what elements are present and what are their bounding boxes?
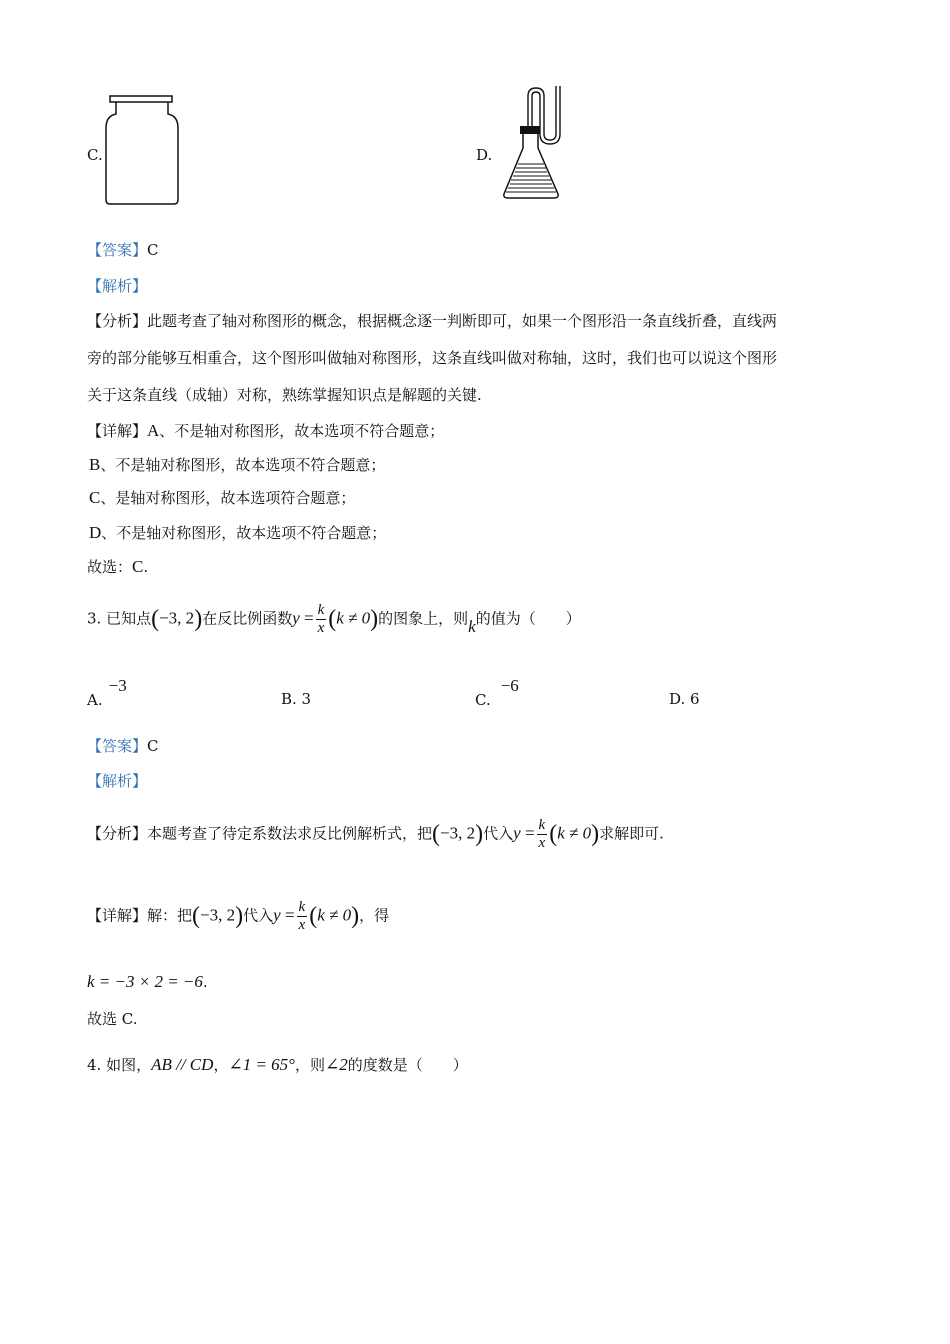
jar-figure [100,92,184,210]
flask-figure [498,82,582,204]
q3-eq: = [284,905,295,925]
q2-detail-letter: A [147,421,160,440]
q3-calc-end: . [202,973,208,991]
q3-frac-den: x [538,835,546,851]
q2-analysis-tag: 【解析】 [87,277,148,295]
q3-k: k [468,616,476,636]
q2-detail-text: 、不是轴对称图形，故本选项不符合题意； [100,456,386,474]
q3-eq: = [524,823,535,843]
q3-point: −3, 2 [200,905,236,925]
q2-fenxi-line1 [87,312,777,330]
q4-angle1: ∠1 = 65° [228,1055,295,1074]
q2-detail-line-b [89,455,385,475]
q2-choose-prefix: 故选： [87,558,133,576]
q3-end: 的值为（ ） [475,609,581,628]
q2-answer-value: C [147,241,159,259]
q4-end: 的度数是（ ） [347,1056,468,1074]
q3-stem: 3. 已知点(−3, 2)在反比例函数y = $\frac{k}{x}$ (k ≠ 0)的图象上，则k的值为（ ） [87,602,581,636]
q3-detail-line: 【详解】解：把(−3, 2)代入y = $\frac{k}{x}$ (k ≠ 0)，得 [87,899,390,933]
q3-func-y: y [273,905,281,925]
q3-calc: k = −3 × 2 = −6 [87,972,203,991]
q4-parallel: AB // CD [151,1055,214,1074]
q3-calc-line [87,972,208,992]
q3-frac-den: x [317,620,325,636]
q3-option-value: −6 [500,676,519,695]
q3-option-b: B. 3 [281,690,312,708]
q2-detail-text: 、不是轴对称图形，故本选项不符合题意； [101,524,387,542]
q2-detail-letter: B [89,455,101,474]
q3-point: −3, 2 [440,823,476,843]
q2-detail-letter: C [89,488,101,507]
q2-fenxi-tag: 【分析】 [87,312,148,330]
q3-answer-value: C [147,737,159,755]
q2-detail-text: 、不是轴对称图形，故本选项不符合题意； [159,422,445,440]
q2-detail-line-d [89,523,386,543]
q3-detail-end: ，得 [359,906,390,925]
option-c-label: C. [87,146,103,164]
q4-angle2: ∠2 [324,1055,348,1074]
q3-func-y: y [513,823,521,843]
q3-daijin: 代入 [483,824,514,843]
q3-eq: = [304,608,314,628]
q3-fenxi-text: 本题考查了待定系数法求反比例解析式，把 [147,824,433,843]
q3-fenxi-tag: 【分析】 [87,824,148,843]
q3-choose: 故选 C. [87,1010,138,1028]
q3-cond: k ≠ 0 [557,823,592,843]
q2-detail-letter: D [89,523,102,542]
q2-answer-line [87,241,159,259]
q3-func-y: y [292,608,300,628]
q3-analysis-tag: 【解析】 [87,772,148,790]
q2-fenxi-text1: 此题考查了轴对称图形的概念，根据概念逐一判断即可，如果一个图形沿一条直线折叠，直线两 [147,312,778,330]
q4-number: 4. 如图， [87,1056,152,1074]
q3-daijin: 代入 [243,906,274,925]
q3-point: −3, 2 [159,608,195,628]
q3-frac-num: k [317,602,325,618]
q3-mid2: 的图象上，则 [378,609,469,628]
q4-mid: ，则 [294,1056,325,1074]
q3-option-c [475,676,519,710]
q3-answer-line [87,737,159,755]
q2-detail-text: 、是轴对称图形，故本选项符合题意； [100,489,356,507]
q2-fenxi-line2: 旁的部分能够互相重合，这个图形叫做轴对称图形，这条直线叫做对称轴，这时，我们也可以说这个图形 [87,349,778,367]
q3-number: 3. 已知点 [87,609,152,628]
q2-detail-tag: 【详解】 [87,422,148,440]
q4-stem [87,1055,468,1075]
q3-frac-num: k [298,899,306,915]
q2-detail-line-c [89,488,355,508]
q2-choose-suffix: . [143,558,149,576]
q3-cond: k ≠ 0 [336,608,371,628]
q3-option-label: A. [87,691,103,709]
q3-frac-den: x [298,917,306,933]
q3-frac-num: k [538,817,546,833]
q3-detail-text: 解：把 [147,906,193,925]
q3-answer-tag: 【答案】 [87,737,148,755]
q3-option-value: −3 [108,676,127,695]
q3-option-label: C. [475,691,491,709]
q4-comma: ， [213,1056,229,1074]
q2-answer-tag: 【答案】 [87,241,148,259]
q3-option-a [87,676,127,710]
option-d-label: D. [476,146,493,164]
q3-fraction [316,603,327,636]
q3-option-d: D. 6 [669,690,700,708]
q3-fraction [537,818,548,851]
q3-cond: k ≠ 0 [317,905,352,925]
q2-choose-line [87,557,148,577]
q3-fenxi-end: 求解即可. [599,824,664,843]
q3-fraction [297,900,308,933]
q3-mid1: 在反比例函数 [202,609,293,628]
q2-fenxi-line3: 关于这条直线（成轴）对称，熟练掌握知识点是解题的关键. [87,386,482,404]
q3-detail-tag: 【详解】 [87,906,148,925]
q2-detail-line-a [87,421,444,441]
q2-choose-value: C [132,557,144,576]
q3-fenxi-line: 【分析】本题考查了待定系数法求反比例解析式，把(−3, 2)代入y = $\frac{k}{x}$ (k ≠ 0)求解即可. [87,817,664,851]
